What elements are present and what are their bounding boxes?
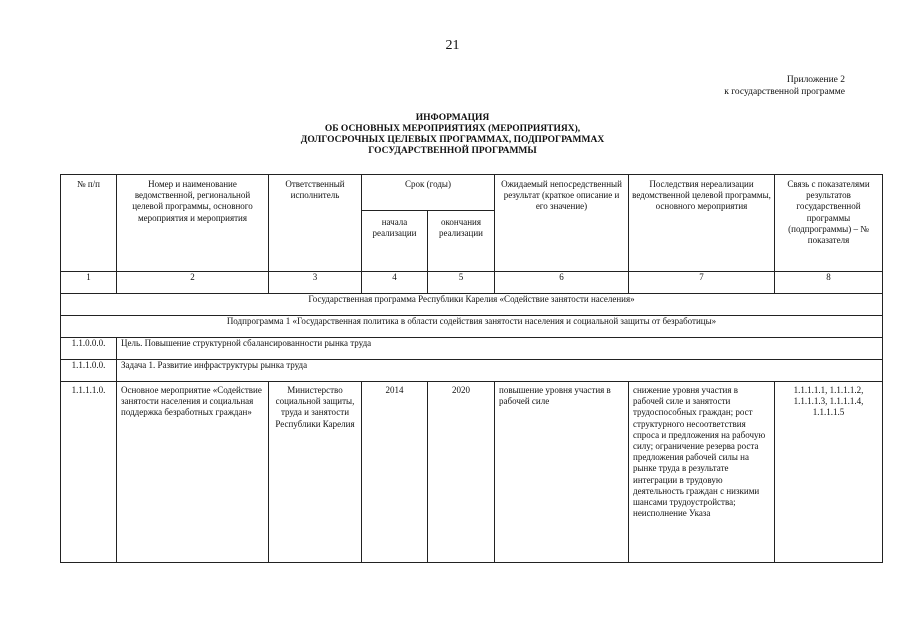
program-title: Государственная программа Республики Карелия «Содействие занятости населения»	[61, 294, 883, 316]
goal-num: 1.1.0.0.0.	[61, 338, 117, 360]
header-result: Ожидаемый непосредственный результат (краткое описание и его значение)	[495, 175, 629, 272]
activity-num: 1.1.1.1.0.	[61, 382, 117, 563]
document-title	[0, 113, 905, 157]
header-num: № п/п	[61, 175, 117, 272]
header-executor: Ответственный исполнитель	[269, 175, 362, 272]
activity-consequences: снижение уровня участия в рабочей силе и занятости трудоспособных граждан; рост структурного несоответствия спроса и предложения на рабочую силу; ограничение резерва роста предложения рабочей силы на рынке труда в результате интеграции в трудовую деятельность граждан с низкими шансами трудоустройства; неисполнение Указа	[629, 382, 775, 563]
subprogram-title: Подпрограмма 1 «Государственная политика в области содействия занятости населения и социальной защиты от безработицы»	[61, 316, 883, 338]
title-line-3: ДОЛГОСРОЧНЫХ ЦЕЛЕВЫХ ПРОГРАММАХ, ПОДПРОГРАММАХ	[300, 135, 605, 145]
col-number-8: 8	[775, 272, 883, 294]
appendix-line-1: Приложение 2	[786, 75, 845, 85]
header-consequences: Последствия нереализации ведомственной целевой программы, основного мероприятия	[629, 175, 775, 272]
header-name: Номер и наименование ведомственной, региональной целевой программы, основного мероприятия и мероприятия	[117, 175, 269, 272]
col-number-2: 2	[117, 272, 269, 294]
column-numbers-row	[61, 272, 883, 294]
col-number-1: 1	[61, 272, 117, 294]
page-number: 21	[445, 38, 460, 53]
col-number-4: 4	[362, 272, 428, 294]
title-line-1: ИНФОРМАЦИЯ	[415, 113, 490, 123]
col-number-3: 3	[269, 272, 362, 294]
col-number-6: 6	[495, 272, 629, 294]
activity-link: 1.1.1.1.1, 1.1.1.1.2, 1.1.1.1.3, 1.1.1.1.4, 1.1.1.1.5	[775, 382, 883, 563]
activity-end: 2020	[428, 382, 495, 563]
activities-table	[60, 174, 883, 563]
appendix-label	[724, 74, 845, 98]
col-number-5: 5	[428, 272, 495, 294]
activity-name: Основное мероприятие «Содействие занятости населения и социальная поддержка безработных граждан»	[117, 382, 269, 563]
header-term-start: начала реализации	[362, 211, 428, 272]
goal-text: Цель. Повышение структурной сбалансированности рынка труда	[117, 338, 883, 360]
col-number-7: 7	[629, 272, 775, 294]
subprogram-row	[61, 316, 883, 338]
program-row	[61, 294, 883, 316]
header-term-end: окончания реализации	[428, 211, 495, 272]
title-line-2: ОБ ОСНОВНЫХ МЕРОПРИЯТИЯХ (МЕРОПРИЯТИЯХ),	[324, 124, 581, 134]
appendix-line-2: к государственной программе	[724, 87, 845, 97]
header-term: Срок (годы)	[362, 175, 495, 211]
title-line-4: ГОСУДАРСТВЕННОЙ ПРОГРАММЫ	[368, 146, 537, 156]
activity-result: повышение уровня участия в рабочей силе	[495, 382, 629, 563]
activity-executor: Министерство социальной защиты, труда и занятости Республики Карелия	[269, 382, 362, 563]
goal-row	[61, 338, 883, 360]
task-row	[61, 360, 883, 382]
task-num: 1.1.1.0.0.	[61, 360, 117, 382]
activity-start: 2014	[362, 382, 428, 563]
task-text: Задача 1. Развитие инфраструктуры рынка труда	[117, 360, 883, 382]
header-link: Связь с показателями результатов государственной программы (подпрограммы) – № показателя	[775, 175, 883, 272]
activity-row	[61, 382, 883, 563]
